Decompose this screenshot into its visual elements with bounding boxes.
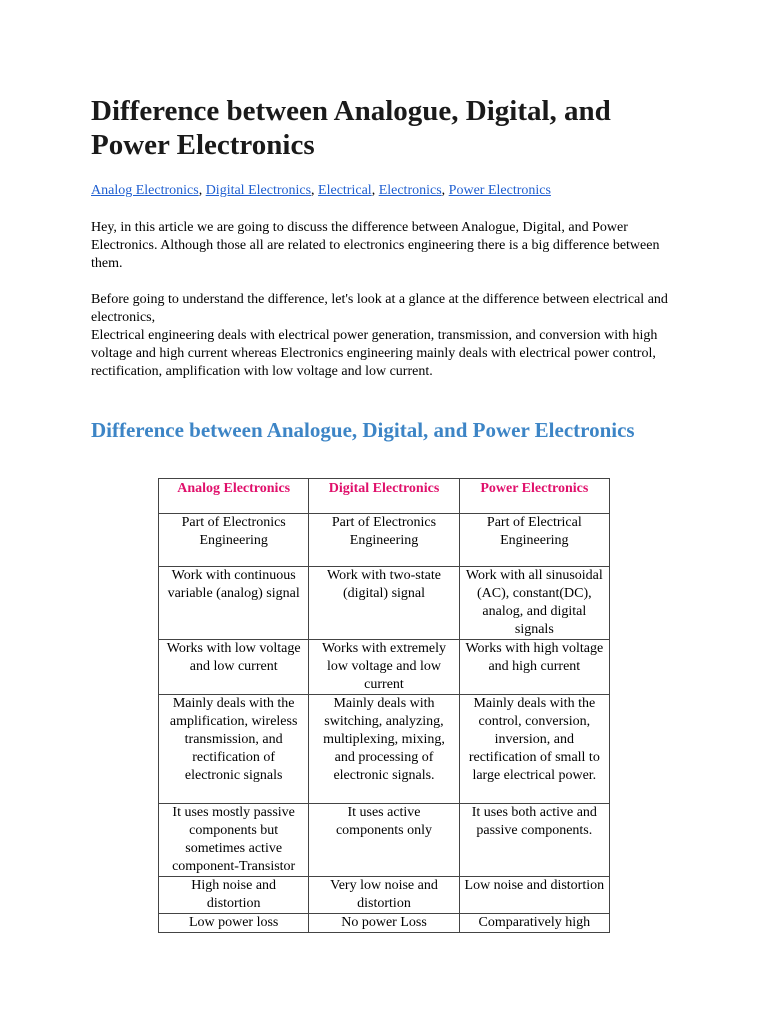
column-header-power: Power Electronics <box>459 479 609 514</box>
table-cell: It uses both active and passive components. <box>459 804 609 877</box>
section-heading: Difference between Analogue, Digital, and Power Electronics <box>91 418 635 442</box>
table-cell: Works with low voltage and low current <box>159 640 309 695</box>
table-cell: Works with high voltage and high current <box>459 640 609 695</box>
table-cell: No power Loss <box>309 914 459 933</box>
table-row <box>159 514 610 567</box>
column-header-digital: Digital Electronics <box>309 479 459 514</box>
glance-paragraph: Before going to understand the difference, let's look at a glance at the difference between electrical and electronics, <box>91 292 668 325</box>
table-row <box>159 877 610 914</box>
tag-list <box>91 182 551 200</box>
table-row <box>159 695 610 804</box>
table-cell: Low power loss <box>159 914 309 933</box>
table-cell: It uses active components only <box>309 804 459 877</box>
table-cell: High noise and distortion <box>159 877 309 914</box>
tag-separator: , <box>198 183 206 198</box>
page-title: Difference between Analogue, Digital, and Power Electronics <box>91 95 611 161</box>
table-row <box>159 567 610 640</box>
intro-paragraph: Hey, in this article we are going to discuss the difference between Analogue, Digital, and Power Electronics. Although those all are related to electronics engineering there is a big difference between them. <box>91 220 660 271</box>
tag-separator: , <box>441 183 449 198</box>
table-cell: Mainly deals with the control, conversion, inversion, and rectification of small to large electrical power. <box>459 695 609 804</box>
table-cell: Comparatively high <box>459 914 609 933</box>
definition-paragraph: Electrical engineering deals with electrical power generation, transmission, and conversion with high voltage and high current whereas Electronics engineering mainly deals with electrical power control, rectification, amplification with low voltage and low current. <box>91 328 658 379</box>
table-cell: Work with all sinusoidal (AC), constant(DC), analog, and digital signals <box>459 567 609 640</box>
comparison-table <box>158 478 610 933</box>
table-cell: Work with two-state (digital) signal <box>309 567 459 640</box>
table-cell: Work with continuous variable (analog) signal <box>159 567 309 640</box>
tag-separator: , <box>311 183 319 198</box>
table-row <box>159 640 610 695</box>
tag-link-electronics[interactable]: Electronics <box>378 183 442 198</box>
table-cell: It uses mostly passive components but sometimes active component-Transistor <box>159 804 309 877</box>
table-cell: Mainly deals with switching, analyzing, multiplexing, mixing, and processing of electronic signals. <box>309 695 459 804</box>
tag-separator: , <box>371 183 379 198</box>
table-cell: Low noise and distortion <box>459 877 609 914</box>
table-row <box>159 914 610 933</box>
table-cell: Part of Electrical Engineering <box>459 514 609 567</box>
table-cell: Works with extremely low voltage and low current <box>309 640 459 695</box>
table-cell: Very low noise and distortion <box>309 877 459 914</box>
table-cell: Part of Electronics Engineering <box>159 514 309 567</box>
tag-link-digital-electronics[interactable]: Digital Electronics <box>205 183 312 198</box>
tag-link-analog-electronics[interactable]: Analog Electronics <box>91 183 199 198</box>
tag-link-electrical[interactable]: Electrical <box>318 183 372 198</box>
table-cell: Mainly deals with the amplification, wireless transmission, and rectification of electronic signals <box>159 695 309 804</box>
tag-link-power-electronics[interactable]: Power Electronics <box>448 183 551 198</box>
table-cell: Part of Electronics Engineering <box>309 514 459 567</box>
column-header-analog: Analog Electronics <box>159 479 309 514</box>
table-header-row <box>159 479 610 514</box>
table-row <box>159 804 610 877</box>
